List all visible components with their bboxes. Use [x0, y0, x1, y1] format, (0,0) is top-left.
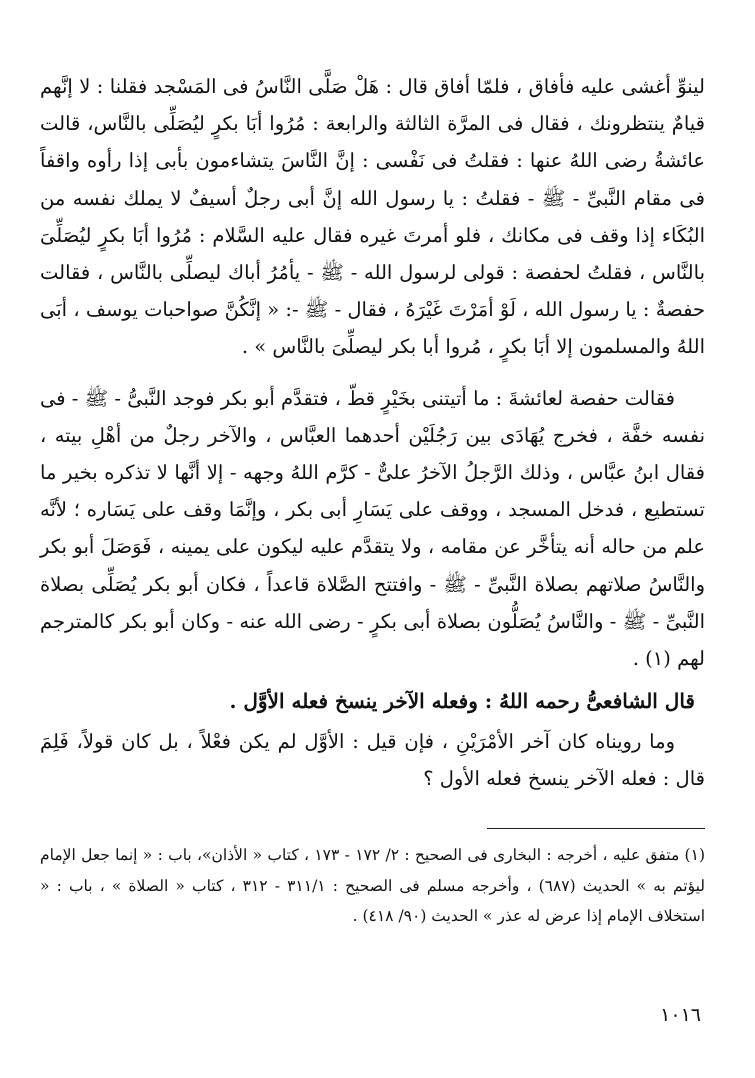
section-heading: قال الشافعىُّ رحمه اللهُ : وفعله الآخر ينسخ فعله الأوَّل . [229, 689, 695, 714]
body-paragraph-1: لينوِّ أغشى عليه فأفاق ، فلمّا أفاق قال : هَلْ صَلَّى النَّاسُ فى المَسْجد فقلنا : لا إنَّهم قيامٌ ينتظرونك ، فقال فى المرَّة الثالثة والرابعة : مُرُوا أبَا بكرٍ ليُصَلِّى بالنَّاس، قالت عائشةُ رضى اللهُ عنها : فقلتُ فى نَفْسى : إنَّ النَّاسَ يتشاءمون بأبى إذا رأوه واقفاً فى مقام النَّبىِّ - ﷺ - فقلتُ : يا رسول الله إنَّ أبى رجلٌ أسيفٌ لا يملك نفسه من البُكَاء إذا وقف فى مكانك ، فلو أمرتَ غيره فقال عليه السَّلام : مُرُوا أبَا بكرٍ ليُصَلِّىَ بالنَّاس ، فقلتُ لحفصة : قولى لرسول الله - ﷺ - يأمُرُ أباك ليصلِّى بالنَّاس ، فقالت حفصةٌ : يا رسول الله ، لَوْ أمَرْتَ غَيْرَهُ ، فقال - ﷺ -: « إنَّكُنَّ صواحبات يوسف ، أبَى اللهُ والمسلمون إلا أبَا بكرٍ ، مُروا أبا بكر ليصلِّىَ بالنَّاس » . [40, 75, 705, 359]
body-paragraph-3: وما رويناه كان آخر الأمْرَيْنِ ، فإن قيل : الأوَّل لم يكن فعْلاً ، بل كان قولاً، فَلِمَ قال : فعله الآخر ينسخ فعله الأول ؟ [40, 730, 705, 791]
body-paragraph-2: فقالت حفصة لعائشةَ : ما أتيتنى بخَيْرٍ قطّ ، فتقدَّم أبو بكر فوجد النَّبىُّ - ﷺ - فى نفسه خفَّة ، فخرج يُهَادَى بين رَجُلَيْن أحدهما العبَّاس ، والآخر رجلٌ من أهْلِ بيته ، فقال ابنُ عبَّاس ، وذلك الرَّجلُ الآخرُ علىٌّ - كرَّم اللهُ وجهه - إلا أنَّها لا تذكره بخير ما تستطيع ، فدخل المسجد ، ووقف على يَسَارِ أبى بكر ، وإنَّمَا وقف على يَسَاره ؛ لأنَّه علم من حاله أنه يتأخَّر عن مقامه ، ولا يتقدَّم عليه ليكون على يمينه ، فَوَصَلَ أبو بكر والنَّاسُ صلاتهم بصلاة النَّبىِّ - ﷺ - وافتتح الصَّلاة قاعداً ، فكان أبو بكر يُصَلِّى بصلاة النَّبىِّ - ﷺ - والنَّاسُ يُصَلُّون بصلاة أبى بكرٍ - رضى الله عنه - وكان أبو بكر كالمترجم لهم (١) . [40, 386, 705, 671]
footnote-text: (١) متفق عليه ، أخرجه : البخارى فى الصحيح : ٢/ ١٧٢ - ١٧٣ ، كتاب « الأذان»، باب : « إنما جعل الإمام ليؤتم به » الحديث (٦٨٧) ، وأخرجه مسلم فى الصحيح : ٣١١/١ - ٣١٢ ، كتاب « الصلاة » ، باب : « استخلاف الإمام إذا عرض له عذر » الحديث (٩٠/ ٤١٨) . [40, 846, 706, 925]
page-number: ١٠١٦ [660, 1004, 701, 1026]
book-page [40, 68, 705, 1058]
footnote-separator [487, 828, 705, 829]
